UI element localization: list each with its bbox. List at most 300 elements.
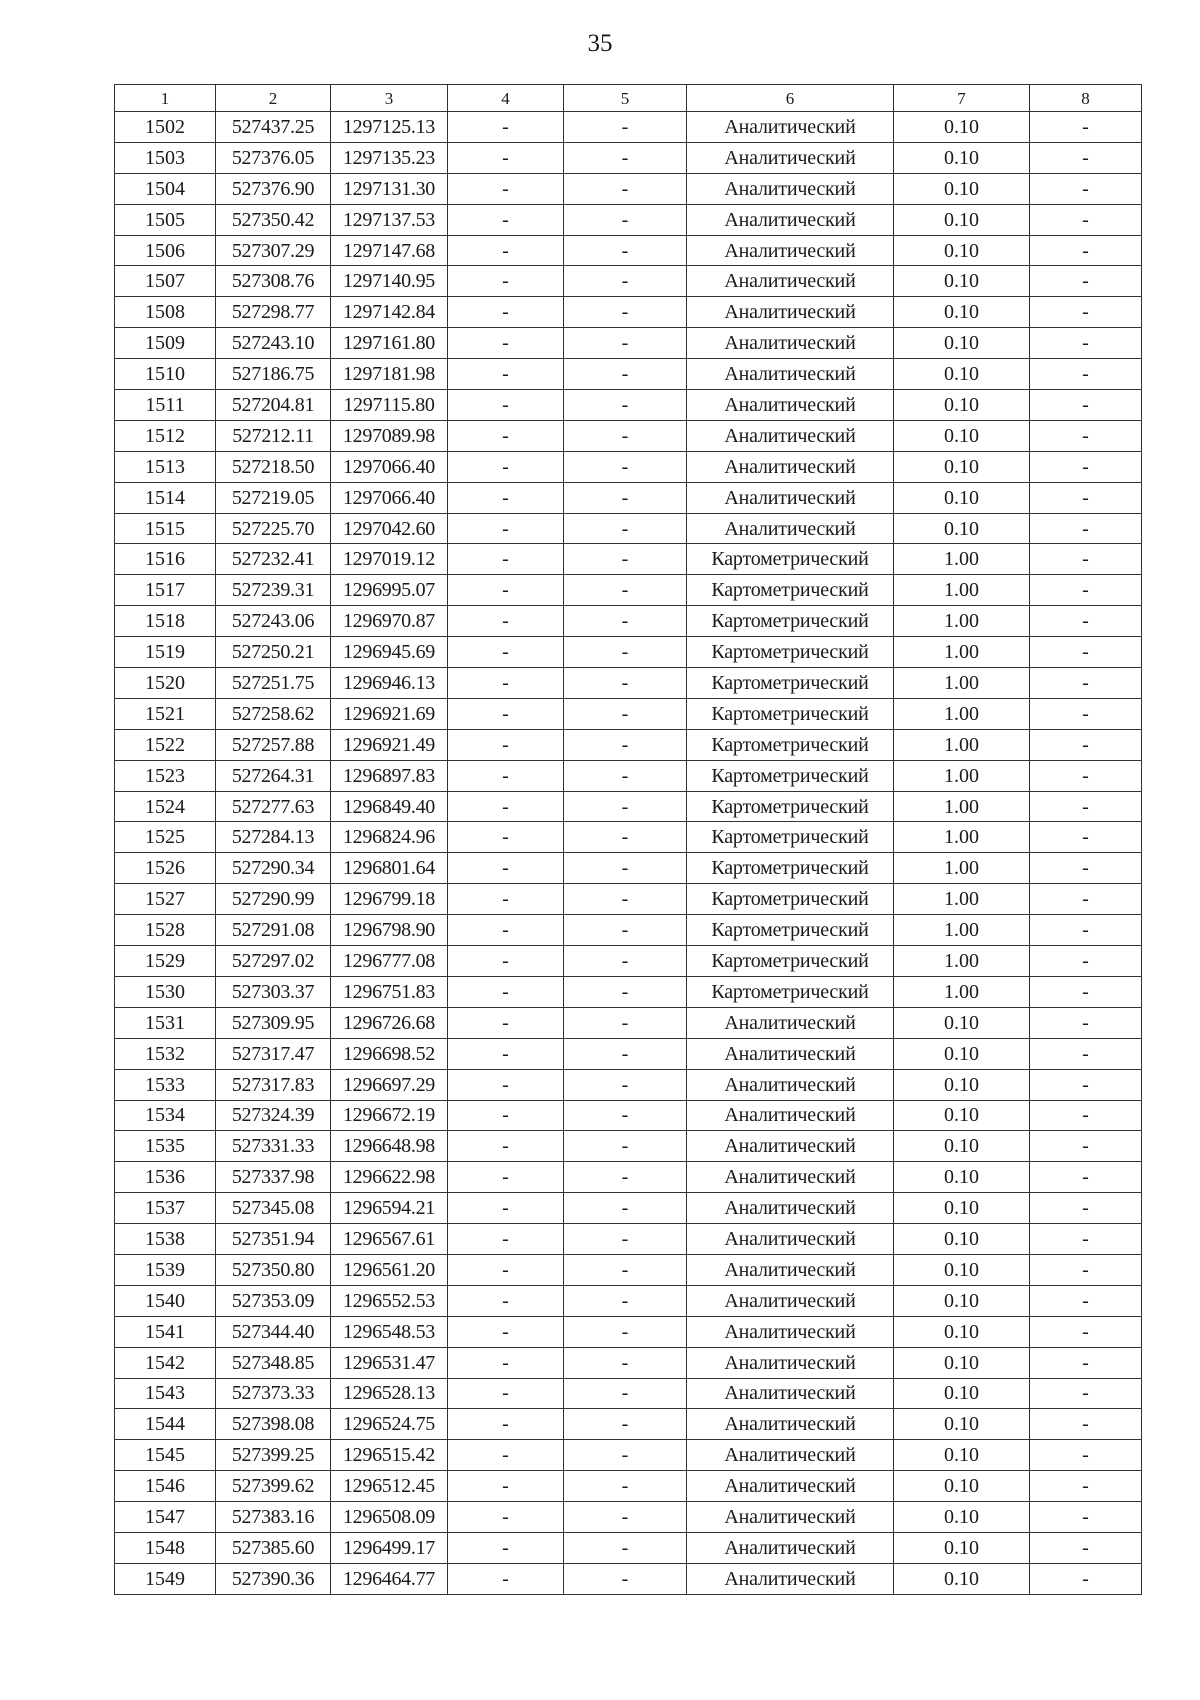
cell-x-coordinate: 527399.62 bbox=[216, 1471, 331, 1502]
cell-method: Аналитический bbox=[687, 1069, 894, 1100]
cell-col-5: - bbox=[564, 668, 687, 699]
cell-col-5: - bbox=[564, 1347, 687, 1378]
table-row bbox=[115, 606, 1142, 637]
cell-col-5: - bbox=[564, 544, 687, 575]
cell-col-8: - bbox=[1030, 1131, 1142, 1162]
cell-x-coordinate: 527317.83 bbox=[216, 1069, 331, 1100]
cell-col-8: - bbox=[1030, 668, 1142, 699]
cell-col-4: - bbox=[448, 1007, 564, 1038]
cell-x-coordinate: 527250.21 bbox=[216, 637, 331, 668]
cell-y-coordinate: 1296897.83 bbox=[331, 760, 448, 791]
cell-col-5: - bbox=[564, 390, 687, 421]
cell-accuracy: 1.00 bbox=[894, 946, 1030, 977]
cell-x-coordinate: 527385.60 bbox=[216, 1532, 331, 1563]
cell-method: Картометрический bbox=[687, 853, 894, 884]
cell-x-coordinate: 527350.80 bbox=[216, 1254, 331, 1285]
cell-point-number: 1542 bbox=[115, 1347, 216, 1378]
cell-y-coordinate: 1296464.77 bbox=[331, 1563, 448, 1594]
cell-point-number: 1521 bbox=[115, 698, 216, 729]
cell-method: Аналитический bbox=[687, 390, 894, 421]
cell-accuracy: 0.10 bbox=[894, 1563, 1030, 1594]
cell-col-5: - bbox=[564, 266, 687, 297]
cell-y-coordinate: 1296921.69 bbox=[331, 698, 448, 729]
table-row bbox=[115, 760, 1142, 791]
cell-accuracy: 1.00 bbox=[894, 915, 1030, 946]
cell-y-coordinate: 1296594.21 bbox=[331, 1193, 448, 1224]
cell-col-4: - bbox=[448, 884, 564, 915]
cell-y-coordinate: 1297131.30 bbox=[331, 173, 448, 204]
cell-y-coordinate: 1296508.09 bbox=[331, 1502, 448, 1533]
cell-x-coordinate: 527264.31 bbox=[216, 760, 331, 791]
cell-x-coordinate: 527344.40 bbox=[216, 1316, 331, 1347]
cell-col-5: - bbox=[564, 1162, 687, 1193]
cell-col-8: - bbox=[1030, 822, 1142, 853]
cell-x-coordinate: 527290.34 bbox=[216, 853, 331, 884]
cell-point-number: 1525 bbox=[115, 822, 216, 853]
cell-col-5: - bbox=[564, 698, 687, 729]
cell-method: Картометрический bbox=[687, 544, 894, 575]
cell-col-8: - bbox=[1030, 1563, 1142, 1594]
cell-col-5: - bbox=[564, 1440, 687, 1471]
cell-col-8: - bbox=[1030, 915, 1142, 946]
cell-col-5: - bbox=[564, 142, 687, 173]
cell-col-8: - bbox=[1030, 359, 1142, 390]
cell-y-coordinate: 1296499.17 bbox=[331, 1532, 448, 1563]
cell-method: Аналитический bbox=[687, 266, 894, 297]
cell-y-coordinate: 1297089.98 bbox=[331, 420, 448, 451]
cell-method: Аналитический bbox=[687, 1347, 894, 1378]
cell-point-number: 1524 bbox=[115, 791, 216, 822]
cell-col-4: - bbox=[448, 1162, 564, 1193]
table-row bbox=[115, 544, 1142, 575]
cell-point-number: 1504 bbox=[115, 173, 216, 204]
cell-point-number: 1518 bbox=[115, 606, 216, 637]
cell-col-5: - bbox=[564, 1502, 687, 1533]
cell-point-number: 1514 bbox=[115, 482, 216, 513]
cell-method: Аналитический bbox=[687, 1378, 894, 1409]
table-row bbox=[115, 1563, 1142, 1594]
cell-col-8: - bbox=[1030, 328, 1142, 359]
cell-col-8: - bbox=[1030, 1347, 1142, 1378]
cell-accuracy: 1.00 bbox=[894, 544, 1030, 575]
cell-accuracy: 1.00 bbox=[894, 729, 1030, 760]
cell-y-coordinate: 1296622.98 bbox=[331, 1162, 448, 1193]
table-row bbox=[115, 1502, 1142, 1533]
cell-col-4: - bbox=[448, 1193, 564, 1224]
cell-col-4: - bbox=[448, 698, 564, 729]
cell-col-4: - bbox=[448, 1254, 564, 1285]
cell-accuracy: 0.10 bbox=[894, 297, 1030, 328]
cell-point-number: 1502 bbox=[115, 112, 216, 143]
cell-col-8: - bbox=[1030, 420, 1142, 451]
cell-accuracy: 0.10 bbox=[894, 204, 1030, 235]
cell-method: Аналитический bbox=[687, 173, 894, 204]
cell-col-4: - bbox=[448, 915, 564, 946]
cell-col-4: - bbox=[448, 359, 564, 390]
cell-method: Аналитический bbox=[687, 1224, 894, 1255]
table-row bbox=[115, 1347, 1142, 1378]
cell-y-coordinate: 1296561.20 bbox=[331, 1254, 448, 1285]
cell-point-number: 1536 bbox=[115, 1162, 216, 1193]
cell-col-8: - bbox=[1030, 946, 1142, 977]
cell-point-number: 1534 bbox=[115, 1100, 216, 1131]
cell-col-4: - bbox=[448, 451, 564, 482]
cell-col-4: - bbox=[448, 328, 564, 359]
cell-y-coordinate: 1296531.47 bbox=[331, 1347, 448, 1378]
cell-col-5: - bbox=[564, 204, 687, 235]
table-row bbox=[115, 297, 1142, 328]
cell-accuracy: 0.10 bbox=[894, 420, 1030, 451]
cell-col-8: - bbox=[1030, 204, 1142, 235]
cell-accuracy: 0.10 bbox=[894, 1100, 1030, 1131]
cell-point-number: 1512 bbox=[115, 420, 216, 451]
cell-point-number: 1528 bbox=[115, 915, 216, 946]
cell-col-4: - bbox=[448, 1224, 564, 1255]
cell-y-coordinate: 1297135.23 bbox=[331, 142, 448, 173]
cell-col-5: - bbox=[564, 1254, 687, 1285]
cell-accuracy: 0.10 bbox=[894, 1347, 1030, 1378]
cell-point-number: 1511 bbox=[115, 390, 216, 421]
cell-col-8: - bbox=[1030, 1378, 1142, 1409]
cell-x-coordinate: 527212.11 bbox=[216, 420, 331, 451]
table-row bbox=[115, 1131, 1142, 1162]
cell-col-8: - bbox=[1030, 1193, 1142, 1224]
cell-point-number: 1529 bbox=[115, 946, 216, 977]
cell-col-4: - bbox=[448, 390, 564, 421]
cell-y-coordinate: 1296512.45 bbox=[331, 1471, 448, 1502]
cell-col-8: - bbox=[1030, 1007, 1142, 1038]
cell-method: Аналитический bbox=[687, 235, 894, 266]
column-header-2: 2 bbox=[216, 85, 331, 112]
cell-col-8: - bbox=[1030, 142, 1142, 173]
cell-accuracy: 0.10 bbox=[894, 513, 1030, 544]
cell-accuracy: 0.10 bbox=[894, 142, 1030, 173]
cell-point-number: 1508 bbox=[115, 297, 216, 328]
cell-accuracy: 0.10 bbox=[894, 112, 1030, 143]
column-header-6: 6 bbox=[687, 85, 894, 112]
column-header-1: 1 bbox=[115, 85, 216, 112]
cell-point-number: 1532 bbox=[115, 1038, 216, 1069]
cell-point-number: 1533 bbox=[115, 1069, 216, 1100]
cell-x-coordinate: 527390.36 bbox=[216, 1563, 331, 1594]
cell-col-8: - bbox=[1030, 266, 1142, 297]
cell-col-4: - bbox=[448, 822, 564, 853]
cell-method: Картометрический bbox=[687, 822, 894, 853]
cell-method: Аналитический bbox=[687, 420, 894, 451]
table-row bbox=[115, 235, 1142, 266]
cell-col-4: - bbox=[448, 1347, 564, 1378]
cell-col-8: - bbox=[1030, 112, 1142, 143]
cell-col-4: - bbox=[448, 173, 564, 204]
cell-point-number: 1522 bbox=[115, 729, 216, 760]
table-row bbox=[115, 668, 1142, 699]
cell-method: Аналитический bbox=[687, 142, 894, 173]
cell-accuracy: 1.00 bbox=[894, 698, 1030, 729]
cell-x-coordinate: 527383.16 bbox=[216, 1502, 331, 1533]
cell-x-coordinate: 527257.88 bbox=[216, 729, 331, 760]
cell-col-4: - bbox=[448, 1532, 564, 1563]
table-row bbox=[115, 1409, 1142, 1440]
cell-col-8: - bbox=[1030, 1162, 1142, 1193]
cell-accuracy: 1.00 bbox=[894, 884, 1030, 915]
cell-col-4: - bbox=[448, 606, 564, 637]
cell-point-number: 1516 bbox=[115, 544, 216, 575]
cell-method: Аналитический bbox=[687, 1563, 894, 1594]
page-number: 35 bbox=[587, 30, 613, 57]
column-header-3: 3 bbox=[331, 85, 448, 112]
cell-x-coordinate: 527353.09 bbox=[216, 1285, 331, 1316]
cell-point-number: 1549 bbox=[115, 1563, 216, 1594]
table-row bbox=[115, 853, 1142, 884]
cell-col-8: - bbox=[1030, 173, 1142, 204]
cell-col-5: - bbox=[564, 1409, 687, 1440]
table-header bbox=[115, 85, 1142, 112]
cell-col-8: - bbox=[1030, 482, 1142, 513]
cell-point-number: 1515 bbox=[115, 513, 216, 544]
cell-method: Картометрический bbox=[687, 668, 894, 699]
cell-method: Картометрический bbox=[687, 698, 894, 729]
cell-col-5: - bbox=[564, 112, 687, 143]
cell-method: Картометрический bbox=[687, 976, 894, 1007]
cell-y-coordinate: 1297147.68 bbox=[331, 235, 448, 266]
cell-accuracy: 0.10 bbox=[894, 482, 1030, 513]
cell-col-5: - bbox=[564, 946, 687, 977]
cell-method: Аналитический bbox=[687, 1440, 894, 1471]
cell-col-4: - bbox=[448, 1502, 564, 1533]
cell-col-8: - bbox=[1030, 1502, 1142, 1533]
cell-y-coordinate: 1297161.80 bbox=[331, 328, 448, 359]
cell-method: Картометрический bbox=[687, 946, 894, 977]
cell-y-coordinate: 1297140.95 bbox=[331, 266, 448, 297]
table-row bbox=[115, 451, 1142, 482]
cell-accuracy: 1.00 bbox=[894, 575, 1030, 606]
table-row bbox=[115, 575, 1142, 606]
cell-accuracy: 0.10 bbox=[894, 390, 1030, 421]
cell-x-coordinate: 527399.25 bbox=[216, 1440, 331, 1471]
cell-x-coordinate: 527331.33 bbox=[216, 1131, 331, 1162]
cell-col-5: - bbox=[564, 451, 687, 482]
cell-method: Аналитический bbox=[687, 359, 894, 390]
cell-method: Аналитический bbox=[687, 112, 894, 143]
table-row bbox=[115, 513, 1142, 544]
cell-col-8: - bbox=[1030, 1069, 1142, 1100]
cell-col-8: - bbox=[1030, 884, 1142, 915]
cell-point-number: 1530 bbox=[115, 976, 216, 1007]
table-row bbox=[115, 1440, 1142, 1471]
cell-col-8: - bbox=[1030, 1254, 1142, 1285]
table-row bbox=[115, 482, 1142, 513]
cell-accuracy: 1.00 bbox=[894, 637, 1030, 668]
cell-y-coordinate: 1296567.61 bbox=[331, 1224, 448, 1255]
cell-accuracy: 0.10 bbox=[894, 1285, 1030, 1316]
cell-col-4: - bbox=[448, 1440, 564, 1471]
cell-y-coordinate: 1296921.49 bbox=[331, 729, 448, 760]
cell-y-coordinate: 1296528.13 bbox=[331, 1378, 448, 1409]
cell-point-number: 1510 bbox=[115, 359, 216, 390]
cell-col-4: - bbox=[448, 544, 564, 575]
cell-accuracy: 0.10 bbox=[894, 1378, 1030, 1409]
cell-y-coordinate: 1297137.53 bbox=[331, 204, 448, 235]
cell-col-8: - bbox=[1030, 451, 1142, 482]
cell-col-5: - bbox=[564, 328, 687, 359]
cell-x-coordinate: 527239.31 bbox=[216, 575, 331, 606]
cell-point-number: 1503 bbox=[115, 142, 216, 173]
cell-col-8: - bbox=[1030, 1100, 1142, 1131]
cell-method: Аналитический bbox=[687, 1007, 894, 1038]
cell-accuracy: 0.10 bbox=[894, 173, 1030, 204]
table-row bbox=[115, 266, 1142, 297]
cell-point-number: 1539 bbox=[115, 1254, 216, 1285]
cell-y-coordinate: 1297181.98 bbox=[331, 359, 448, 390]
cell-accuracy: 0.10 bbox=[894, 1502, 1030, 1533]
cell-point-number: 1517 bbox=[115, 575, 216, 606]
cell-method: Аналитический bbox=[687, 297, 894, 328]
cell-accuracy: 1.00 bbox=[894, 668, 1030, 699]
table-row bbox=[115, 729, 1142, 760]
cell-accuracy: 0.10 bbox=[894, 328, 1030, 359]
cell-method: Аналитический bbox=[687, 1038, 894, 1069]
cell-y-coordinate: 1296824.96 bbox=[331, 822, 448, 853]
cell-x-coordinate: 527298.77 bbox=[216, 297, 331, 328]
cell-y-coordinate: 1297115.80 bbox=[331, 390, 448, 421]
cell-col-8: - bbox=[1030, 1532, 1142, 1563]
cell-col-4: - bbox=[448, 729, 564, 760]
cell-accuracy: 1.00 bbox=[894, 606, 1030, 637]
table-row bbox=[115, 1471, 1142, 1502]
cell-method: Аналитический bbox=[687, 1502, 894, 1533]
cell-col-5: - bbox=[564, 359, 687, 390]
header-row bbox=[115, 85, 1142, 112]
cell-col-4: - bbox=[448, 976, 564, 1007]
cell-col-5: - bbox=[564, 297, 687, 328]
cell-method: Картометрический bbox=[687, 637, 894, 668]
cell-col-5: - bbox=[564, 976, 687, 1007]
cell-method: Аналитический bbox=[687, 1254, 894, 1285]
cell-col-8: - bbox=[1030, 760, 1142, 791]
cell-x-coordinate: 527290.99 bbox=[216, 884, 331, 915]
cell-col-5: - bbox=[564, 1378, 687, 1409]
cell-point-number: 1520 bbox=[115, 668, 216, 699]
cell-x-coordinate: 527350.42 bbox=[216, 204, 331, 235]
cell-y-coordinate: 1296697.29 bbox=[331, 1069, 448, 1100]
cell-y-coordinate: 1296801.64 bbox=[331, 853, 448, 884]
cell-col-8: - bbox=[1030, 235, 1142, 266]
cell-x-coordinate: 527317.47 bbox=[216, 1038, 331, 1069]
cell-col-5: - bbox=[564, 853, 687, 884]
cell-y-coordinate: 1296777.08 bbox=[331, 946, 448, 977]
cell-method: Аналитический bbox=[687, 204, 894, 235]
cell-method: Картометрический bbox=[687, 791, 894, 822]
cell-method: Аналитический bbox=[687, 1131, 894, 1162]
cell-accuracy: 0.10 bbox=[894, 1440, 1030, 1471]
cell-col-4: - bbox=[448, 1038, 564, 1069]
column-header-5: 5 bbox=[564, 85, 687, 112]
cell-point-number: 1513 bbox=[115, 451, 216, 482]
table-row bbox=[115, 142, 1142, 173]
cell-col-5: - bbox=[564, 606, 687, 637]
cell-point-number: 1540 bbox=[115, 1285, 216, 1316]
cell-col-5: - bbox=[564, 1224, 687, 1255]
cell-col-4: - bbox=[448, 1563, 564, 1594]
cell-col-5: - bbox=[564, 420, 687, 451]
table-row bbox=[115, 390, 1142, 421]
cell-accuracy: 0.10 bbox=[894, 1131, 1030, 1162]
cell-col-5: - bbox=[564, 513, 687, 544]
cell-col-8: - bbox=[1030, 729, 1142, 760]
cell-col-5: - bbox=[564, 915, 687, 946]
cell-accuracy: 0.10 bbox=[894, 1471, 1030, 1502]
table-row bbox=[115, 112, 1142, 143]
cell-accuracy: 0.10 bbox=[894, 1038, 1030, 1069]
cell-col-5: - bbox=[564, 760, 687, 791]
cell-col-4: - bbox=[448, 482, 564, 513]
cell-x-coordinate: 527398.08 bbox=[216, 1409, 331, 1440]
cell-col-5: - bbox=[564, 1193, 687, 1224]
cell-x-coordinate: 527351.94 bbox=[216, 1224, 331, 1255]
cell-y-coordinate: 1297066.40 bbox=[331, 482, 448, 513]
table-row bbox=[115, 946, 1142, 977]
cell-x-coordinate: 527291.08 bbox=[216, 915, 331, 946]
cell-col-8: - bbox=[1030, 791, 1142, 822]
cell-y-coordinate: 1297142.84 bbox=[331, 297, 448, 328]
cell-col-8: - bbox=[1030, 637, 1142, 668]
table-body bbox=[115, 112, 1142, 1595]
cell-col-4: - bbox=[448, 791, 564, 822]
cell-col-8: - bbox=[1030, 1409, 1142, 1440]
cell-y-coordinate: 1296515.42 bbox=[331, 1440, 448, 1471]
cell-method: Картометрический bbox=[687, 760, 894, 791]
cell-x-coordinate: 527219.05 bbox=[216, 482, 331, 513]
cell-point-number: 1548 bbox=[115, 1532, 216, 1563]
cell-point-number: 1544 bbox=[115, 1409, 216, 1440]
table-row bbox=[115, 1100, 1142, 1131]
cell-x-coordinate: 527258.62 bbox=[216, 698, 331, 729]
table-row bbox=[115, 915, 1142, 946]
cell-y-coordinate: 1296945.69 bbox=[331, 637, 448, 668]
cell-y-coordinate: 1296698.52 bbox=[331, 1038, 448, 1069]
table-row bbox=[115, 791, 1142, 822]
cell-col-8: - bbox=[1030, 976, 1142, 1007]
cell-point-number: 1535 bbox=[115, 1131, 216, 1162]
cell-accuracy: 0.10 bbox=[894, 1193, 1030, 1224]
cell-y-coordinate: 1296552.53 bbox=[331, 1285, 448, 1316]
table-row bbox=[115, 637, 1142, 668]
cell-method: Аналитический bbox=[687, 1532, 894, 1563]
cell-col-8: - bbox=[1030, 606, 1142, 637]
cell-x-coordinate: 527437.25 bbox=[216, 112, 331, 143]
cell-method: Картометрический bbox=[687, 884, 894, 915]
cell-x-coordinate: 527307.29 bbox=[216, 235, 331, 266]
cell-col-4: - bbox=[448, 1069, 564, 1100]
cell-col-5: - bbox=[564, 822, 687, 853]
cell-col-5: - bbox=[564, 235, 687, 266]
cell-x-coordinate: 527324.39 bbox=[216, 1100, 331, 1131]
cell-method: Аналитический bbox=[687, 451, 894, 482]
table-row bbox=[115, 1224, 1142, 1255]
cell-point-number: 1543 bbox=[115, 1378, 216, 1409]
cell-col-4: - bbox=[448, 575, 564, 606]
cell-col-4: - bbox=[448, 668, 564, 699]
table-row bbox=[115, 1038, 1142, 1069]
cell-point-number: 1523 bbox=[115, 760, 216, 791]
cell-point-number: 1546 bbox=[115, 1471, 216, 1502]
cell-col-4: - bbox=[448, 760, 564, 791]
cell-col-4: - bbox=[448, 853, 564, 884]
cell-col-4: - bbox=[448, 513, 564, 544]
cell-method: Аналитический bbox=[687, 1285, 894, 1316]
cell-col-5: - bbox=[564, 1563, 687, 1594]
column-header-8: 8 bbox=[1030, 85, 1142, 112]
